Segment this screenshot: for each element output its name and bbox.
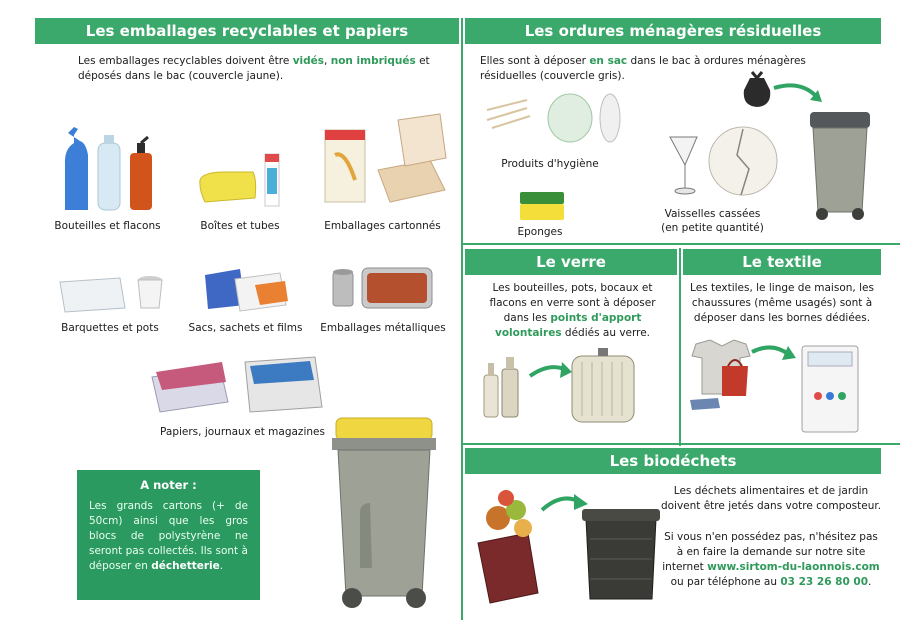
website-link[interactable]: www.sirtom-du-laonnois.com — [707, 561, 880, 573]
food-waste-bin-image — [468, 488, 548, 606]
textile-header: Le textile — [683, 249, 881, 275]
arrow-icon — [772, 80, 827, 110]
papers-image — [150, 352, 330, 417]
item-label: Boîtes et tubes — [200, 220, 280, 232]
arrow-icon — [528, 358, 573, 384]
bottles-image — [60, 125, 160, 215]
recyclables-header: Les emballages recyclables et papiers — [35, 18, 459, 44]
verre-header: Le verre — [465, 249, 677, 275]
sponge-image — [518, 188, 566, 224]
item-label: Eponges — [517, 226, 563, 238]
cartons-image — [320, 110, 450, 210]
phone-number[interactable]: 03 23 26 80 00 — [780, 576, 869, 588]
verre-text: Les bouteilles, pots, bocaux et flacons en verre sont à déposer dans les points d'apport volontaires dédiés au verre. — [489, 282, 656, 339]
metal-packaging-image — [330, 262, 435, 314]
item-label: (en petite quantité) — [661, 222, 764, 234]
glass-bottles-image — [480, 355, 530, 420]
item-label: Emballages métalliques — [320, 322, 446, 334]
item-label: Papiers, journaux et magazines — [160, 426, 325, 438]
grey-lid-bin-image — [808, 112, 872, 222]
item-label: Emballages cartonnés — [324, 220, 441, 232]
note-text: Les grands cartons (+ de 50cm) ainsi que les gros blocs de polystyrène ne seront pas collectés. Ils sont à déposer en déchetterie. — [89, 500, 248, 572]
item-label: Vaisselles cassées — [664, 208, 761, 220]
glass-container-image — [568, 348, 638, 428]
broken-dishes-image — [665, 125, 780, 200]
verre-textile-divider — [679, 248, 681, 446]
ordures-intro: Elles sont à déposer en sac dans le bac à ordures ménagères résiduelles (couvercle gris). — [480, 55, 806, 82]
section-divider — [463, 443, 900, 445]
item-label: Sacs, sachets et films — [188, 322, 303, 334]
trash-bag-image — [740, 70, 774, 110]
hygiene-products-image — [482, 90, 632, 150]
item-label: Bouteilles et flacons — [54, 220, 161, 232]
textile-container-image — [800, 340, 862, 435]
column-divider — [461, 18, 463, 620]
item-label: Produits d'hygiène — [501, 158, 599, 170]
biodechets-text: Les déchets alimentaires et de jardin doivent être jetés dans votre composteur. Si vous n'en possédez pas, n'hésitez pas à en faire la demande sur notre site internet www.sirtom-du-laonnois.com ou par téléphone au 03 23 26 80 00. — [660, 485, 882, 588]
trays-pots-image — [55, 270, 165, 320]
boxes-tubes-image — [195, 150, 290, 215]
item-label: Barquettes et pots — [61, 322, 159, 334]
composter-image — [580, 505, 662, 603]
clothes-image — [688, 338, 758, 413]
recyclables-intro: Les emballages recyclables doivent être vidés, non imbriqués et déposés dans le bac (couvercle jaune). — [78, 55, 430, 82]
yellow-lid-bin-image — [330, 418, 440, 610]
arrow-icon — [750, 342, 798, 366]
note-title: A noter : — [140, 478, 197, 492]
biodechets-header: Les biodéchets — [465, 448, 881, 474]
textile-text: Les textiles, le linge de maison, les chaussures (même usagés) sont à déposer dans les bornes dédiées. — [690, 282, 874, 324]
bags-films-image — [200, 265, 290, 315]
note-box — [77, 470, 260, 600]
ordures-header: Les ordures ménagères résiduelles — [465, 18, 881, 44]
section-divider — [463, 243, 900, 245]
